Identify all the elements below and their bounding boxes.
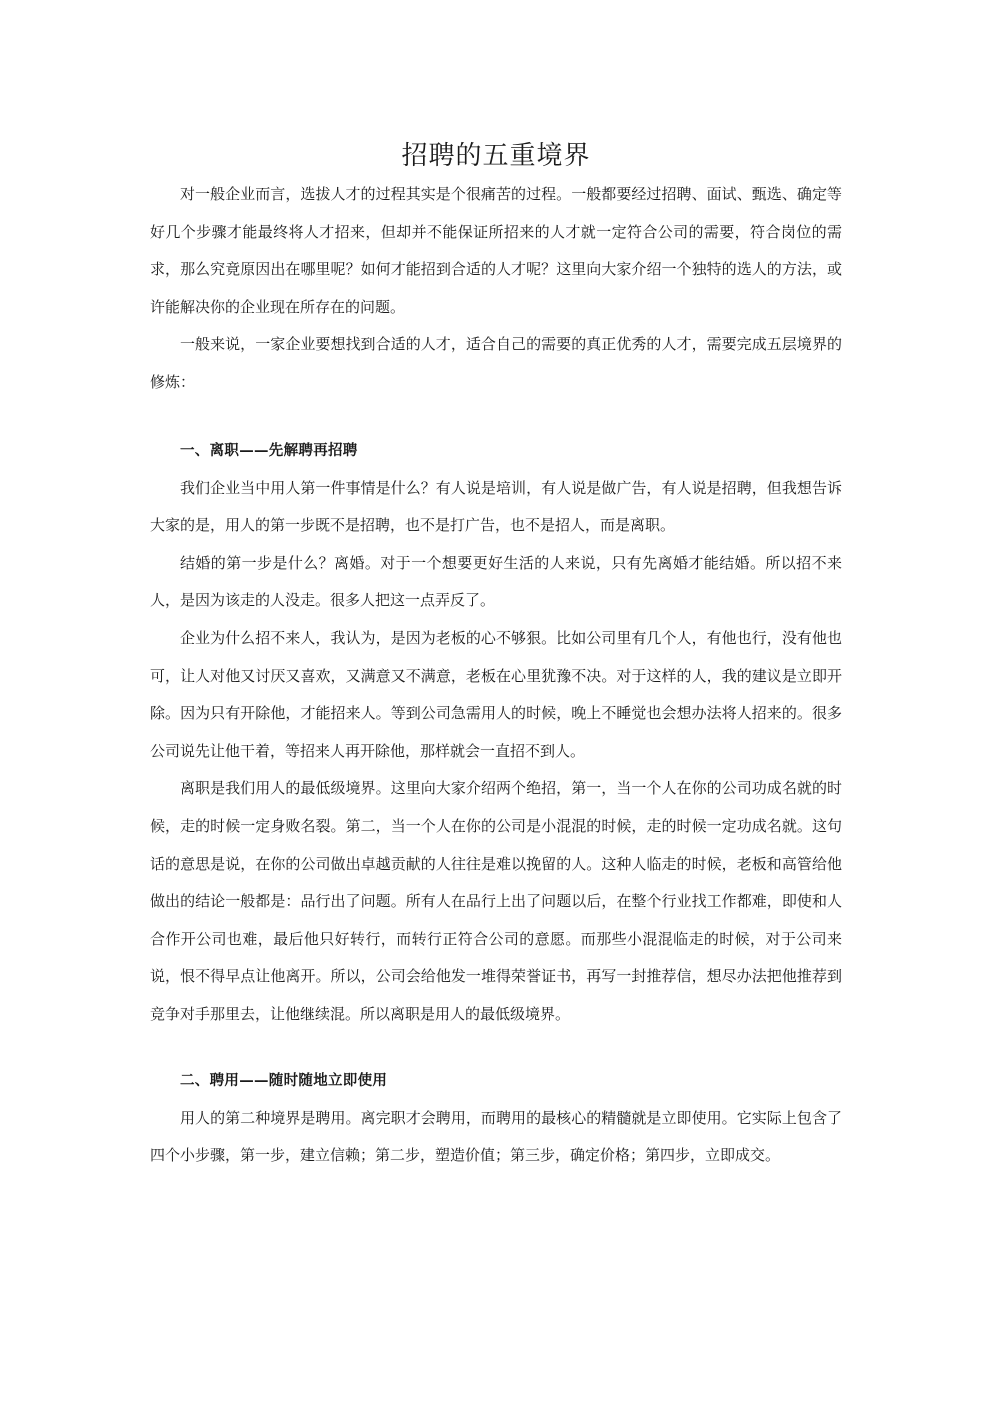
section-1 [150, 432, 842, 1034]
section-1-paragraph-4: 离职是我们用人的最低级境界。这里向大家介绍两个绝招，第一，当一个人在你的公司功成名就的时候，走的时候一定身败名裂。第二，当一个人在你的公司是小混混的时候，走的时候一定功成名就。这句话的意思是说，在你的公司做出卓越贡献的人往往是难以挽留的人。这种人临走的时候，老板和高管给他做出的结论一般都是：品行出了问题。所有人在品行上出了问题以后，在整个行业找工作都难，即使和人合作开公司也难，最后他只好转行，而转行正符合公司的意愿。而那些小混混临走的时候，对于公司来说，恨不得早点让他离开。所以，公司会给他发一堆得荣誉证书，再写一封推荐信，想尽办法把他推荐到竞争对手那里去，让他继续混。所以离职是用人的最低级境界。 [150, 779, 842, 1023]
document-title: 招聘的五重境界 [401, 141, 591, 171]
section-2-heading: 二、聘用——随时随地立即使用 [180, 1072, 388, 1089]
section-2-paragraph-1: 用人的第二种境界是聘用。离完职才会聘用，而聘用的最核心的精髓就是立即使用。它实际上包含了四个小步骤，第一步，建立信赖；第二步，塑造价值；第三步，确定价格；第四步，立即成交。 [150, 1108, 842, 1165]
section-1-paragraph-2: 结婚的第一步是什么？离婚。对于一个想要更好生活的人来说，只有先离婚才能结婚。所以招不来人，是因为该走的人没走。很多人把这一点弄反了。 [150, 553, 842, 610]
intro-paragraph-1: 对一般企业而言，选拔人才的过程其实是个很痛苦的过程。一般都要经过招聘、面试、甄选、确定等好几个步骤才能最终将人才招来，但却并不能保证所招来的人才就一定符合公司的需要，符合岗位的需求，那么究竟原因出在哪里呢？如何才能招到合适的人才呢？这里向大家介绍一个独特的选人的方法，或许能解决你的企业现在所存在的问题。 [150, 185, 842, 316]
section-1-paragraph-1: 我们企业当中用人第一件事情是什么？有人说是培训，有人说是做广告，有人说是招聘，但我想告诉大家的是，用人的第一步既不是招聘，也不是打广告，也不是招人，而是离职。 [150, 478, 842, 535]
section-2 [150, 1062, 842, 1175]
section-1-heading: 一、离职——先解聘再招聘 [180, 442, 358, 459]
section-1-paragraph-3: 企业为什么招不来人，我认为，是因为老板的心不够狠。比如公司里有几个人，有他也行，没有他也可，让人对他又讨厌又喜欢，又满意又不满意，老板在心里犹豫不决。对于这样的人，我的建议是立即开除。因为只有开除他，才能招来人。等到公司急需用人的时候，晚上不睡觉也会想办法将人招来的。很多公司说先让他干着，等招来人再开除他，那样就会一直招不到人。 [150, 628, 842, 760]
intro-paragraph-2: 一般来说，一家企业要想找到合适的人才，适合自己的需要的真正优秀的人才，需要完成五层境界的修炼： [150, 335, 842, 391]
intro-section [150, 176, 842, 402]
